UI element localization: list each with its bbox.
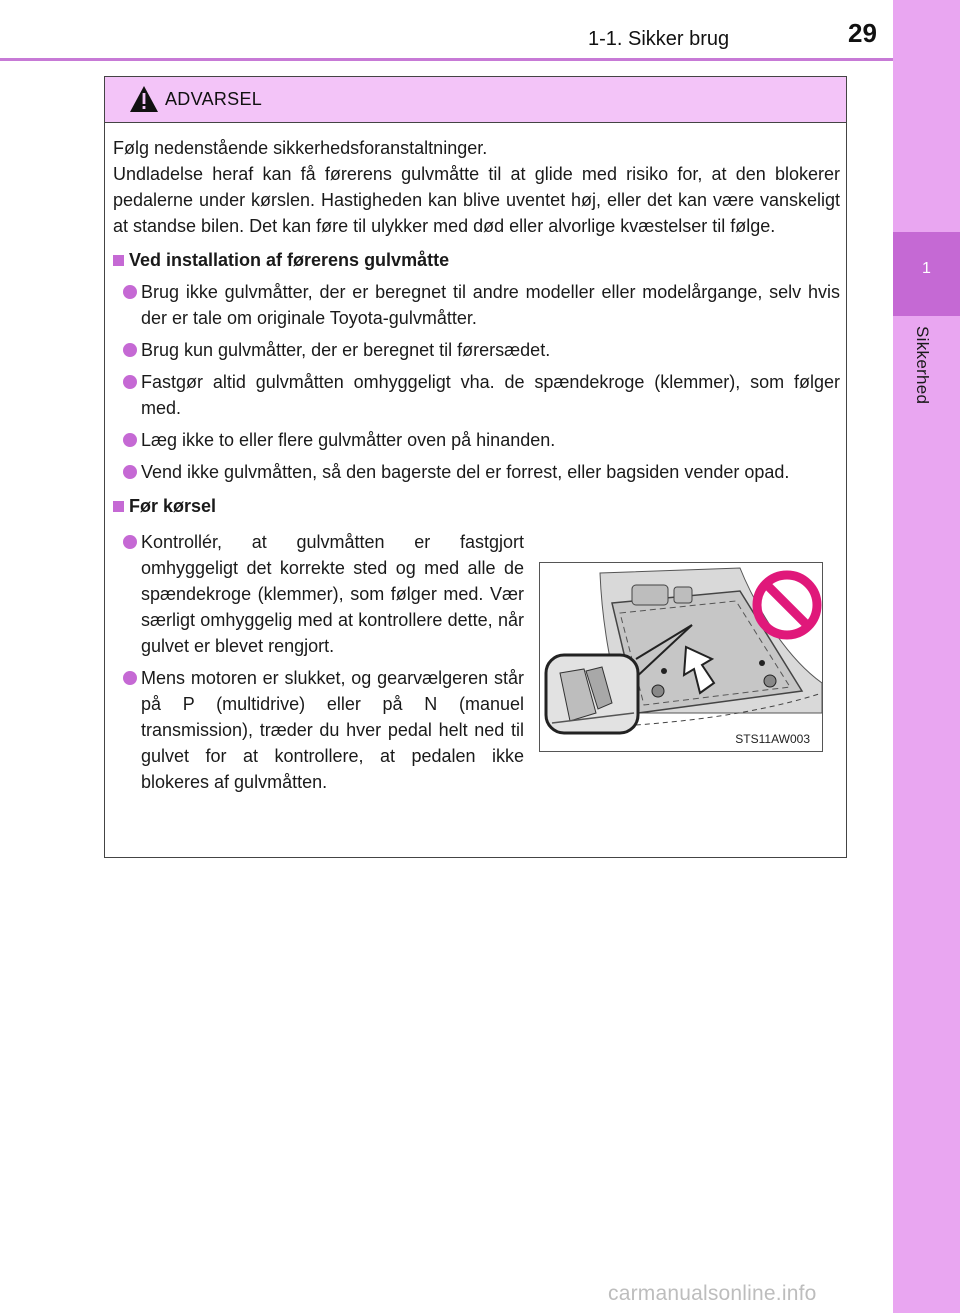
intro-text: Undladelse heraf kan få førerens gulvmåtte til at glide med risiko for, at den blokerer pedalerne under kørslen. Hastigheden kan blive uventet høj, eller det kan være vanskeligt at standse bilen. Det kan føre til ulykker med død eller alvorlige kvæstelser til følge. [113, 164, 840, 236]
warning-title: ADVARSEL [165, 89, 263, 109]
warning-header [105, 77, 846, 123]
list-item-text: Mens motoren er slukket, og gearvælgeren står på P (multidrive) eller på N (manuel transmission), træder du hver pedal helt ned til gulvet for at kontrollere, at pedalen ikke blokeres af gulvmåtten. [141, 668, 524, 792]
section-heading [113, 493, 840, 519]
list-item [113, 529, 524, 659]
list-item-text: Læg ikke to eller flere gulvmåtter oven på hinanden. [141, 430, 556, 450]
intro-line: Følg nedenstående sikkerhedsforanstaltninger. [113, 138, 488, 158]
list-item [113, 665, 524, 795]
round-bullet-icon [123, 671, 137, 685]
chapter-tab[interactable] [893, 232, 960, 316]
list-item [113, 279, 840, 331]
watermark: carmanualsonline.info [608, 1282, 817, 1305]
floor-mat-illustration [539, 562, 823, 752]
list-item [113, 427, 840, 453]
chapter-number: 1 [922, 260, 931, 277]
floor-mat-drawing [540, 563, 822, 751]
page-number: 29 [848, 18, 877, 48]
list-item [113, 459, 840, 485]
round-bullet-icon [123, 343, 137, 357]
square-bullet-icon [113, 501, 124, 512]
section-heading [113, 247, 840, 273]
list-item-text: Brug kun gulvmåtter, der er beregnet til førersædet. [141, 340, 551, 360]
round-bullet-icon [123, 535, 137, 549]
text-column [113, 529, 524, 795]
section-heading-text: Før kørsel [129, 496, 217, 516]
list-item-text: Fastgør altid gulvmåtten omhyggeligt vha. de spændekroge (klemmer), som følger med. [141, 372, 840, 418]
figure-code: STS11AW003 [735, 732, 810, 746]
section-heading-text: Ved installation af førerens gulvmåtte [129, 250, 450, 270]
header-rule [0, 58, 893, 61]
round-bullet-icon [123, 433, 137, 447]
round-bullet-icon [123, 285, 137, 299]
side-tab [893, 0, 960, 1313]
round-bullet-icon [123, 375, 137, 389]
list-item-text: Brug ikke gulvmåtter, der er beregnet til andre modeller eller modelårgange, selv hvis der er tale om originale Toyota-gulvmåtter. [141, 282, 840, 328]
list-item-text: Kontrollér, at gulvmåtten er fastgjort omhyggeligt det korrekte sted og med alle de spændekroge (klemmer), som følger med. Vær særligt omhyggelig med at kontrollere dette, når gulvet er blevet rengjort. [141, 532, 524, 656]
list-item [113, 369, 840, 421]
chapter-label: Sikkerhed [913, 326, 932, 405]
round-bullet-icon [123, 465, 137, 479]
square-bullet-icon [113, 255, 124, 266]
list-item [113, 337, 840, 363]
warning-triangle-icon [129, 85, 159, 113]
section-title: 1-1. Sikker brug [588, 28, 730, 50]
list-item-text: Vend ikke gulvmåtten, så den bagerste del er forrest, eller bagsiden vender opad. [141, 462, 790, 482]
